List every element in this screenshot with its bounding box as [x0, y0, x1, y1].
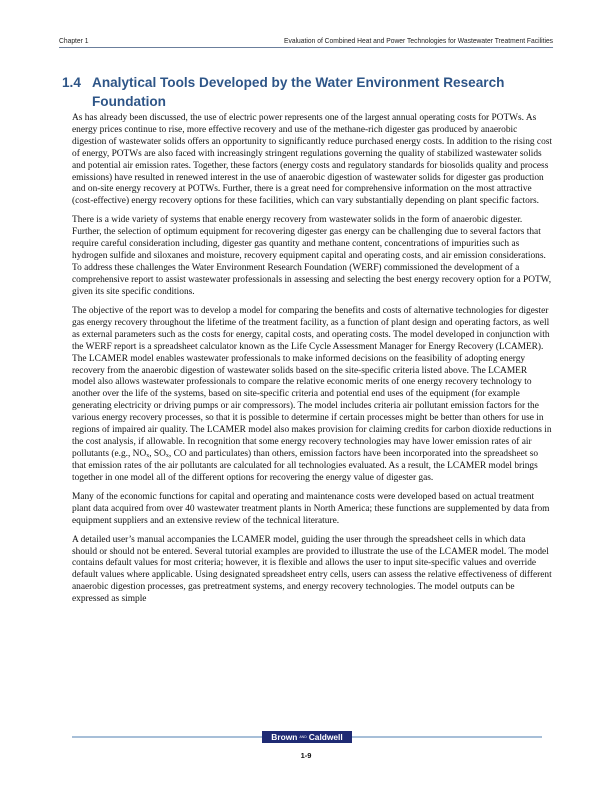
paragraph: Many of the economic functions for capital and operating and maintenance costs were developed based on actual treatment plant data acquired from over 40 wastewater treatment plants in North America; these functions are supplemented by data from equipment suppliers and an extensive review of the technical literature. [72, 491, 550, 526]
paragraph-text: The objective of the report was to develop a model for comparing the benefits and costs of alternative technologies for digester gas energy recovery throughout the lifetime of the treatment facility, as a function of plant design and operating factors, as well as external parameters such as the costs for energy, capital costs, and operating costs. The model developed in conjunction with the WERF report is a spreadsheet calculator known as the Life Cycle Assessment Manager for Energy Recovery (LCAMER). The LCAMER model enables wastewater professionals to make informed decisions on the feasibility of adopting energy recovery from the anaerobic digestion of wastewater solids based on the site-specific criteria listed above. The LCAMER model also allows wastewater professionals to compare the relative economic merits of one energy recovery technology to another over the life of the systems, based on site-specific criteria and potential end uses of the equipment (for example generating electricity or driving pumps or air compressors). The model includes criteria air pollutant emission factors for the various energy recovery processes, so that it is possible to determine if certain processes might be better than others for use in regions of impaired air quality. The LCAMER model also makes provision for claiming credits for carbon dioxide reductions in the cost analysis, if allowable. In recognition that some energy recovery technologies may have lower emission rates of air pollutants (e.g., [72, 305, 552, 459]
logo-word-and: AND [299, 735, 307, 739]
document-title: Evaluation of Combined Heat and Power Technologies for Wastewater Treatment Facilities [283, 36, 554, 45]
paragraph: There is a wide variety of systems that enable energy recovery from wastewater solids in the form of anaerobic digester. Further, the selection of optimum equipment for recovering digester gas energy can be challenging due to several factors that require careful consideration including, digester gas quantity and methane content, concentrations of impurities such as hydrogen sulfide and siloxanes and moisture, recovery equipment capital and operating costs, and air emission considerations. To address these challenges the Water Environment Research Foundation (WERF) commissioned the development of a comprehensive report to assist wastewater professionals in assessing and selecting the best energy recovery option for a POTW, given its site specific conditions. [72, 215, 552, 297]
paragraph: As has already been discussed, the use of electric power represents one of the largest annual operating costs for POTWs. As energy prices continue to rise, more effective recovery and use of the methane-rich digester gas produced by anaerobic digestion of wastewater solids offers an opportunity to significantly reduce purchased energy costs. In addition to the rising cost of energy, POTWs are also faced with increasingly stringent regulations governing the quality of stabilized wastewater solids and potential air emission rates. Together, these factors (energy costs and regulatory standards for biosolids quality and process emissions) have resulted in renewed interest in the use of anaerobic digestion of wastewater solids for digester gas production and on-site energy recovery at POTWs. Further, there is a great need for comprehensive information on the most attractive (cost-effective) energy recovery options for these facilities, which can vary substantially depending on plant specific factors. [72, 113, 553, 207]
brown-and-caldwell-logo [262, 731, 352, 743]
paragraph [72, 306, 552, 485]
running-header [59, 36, 553, 48]
body-text [72, 113, 552, 613]
logo-word-caldwell: Caldwell [308, 732, 343, 742]
section-number: 1.4 [62, 75, 81, 90]
subscript: x [146, 452, 150, 459]
section-title: Analytical Tools Developed by the Water Environment Research Foundation [92, 75, 505, 109]
sox-text: , SO [149, 448, 166, 459]
subscript: x [165, 452, 169, 459]
chapter-label: Chapter 1 [59, 36, 89, 45]
section-heading [62, 73, 542, 111]
nox-text: NO [132, 448, 147, 459]
page-number: 1-9 [300, 751, 312, 760]
paragraph: A detailed user’s manual accompanies the LCAMER model, guiding the user through the spreadsheet cells in which data should or should not be entered. Several tutorial examples are provided to illustrate the use of the LCAMER model. The model contains default values for most criteria; however, it is flexible and allows the user to input site-specific values and override default values where applicable. Using designated spreadsheet entry cells, users can assess the relative effectiveness of different anaerobic digestion processes, gas pretreatment systems, and energy recovery technologies. The model outputs can be expressed as simple [72, 534, 552, 605]
paragraph-text: , CO and particulates) than others, emission factors have been incorporated into the spreadsheet so that emission rates of the air pollutants are calculated for all technologies evaluated. As a result, the LCAMER model brings together in one model all of the different options for recovering the energy value of digester gas. [72, 448, 539, 483]
logo-word-brown: Brown [271, 732, 298, 742]
